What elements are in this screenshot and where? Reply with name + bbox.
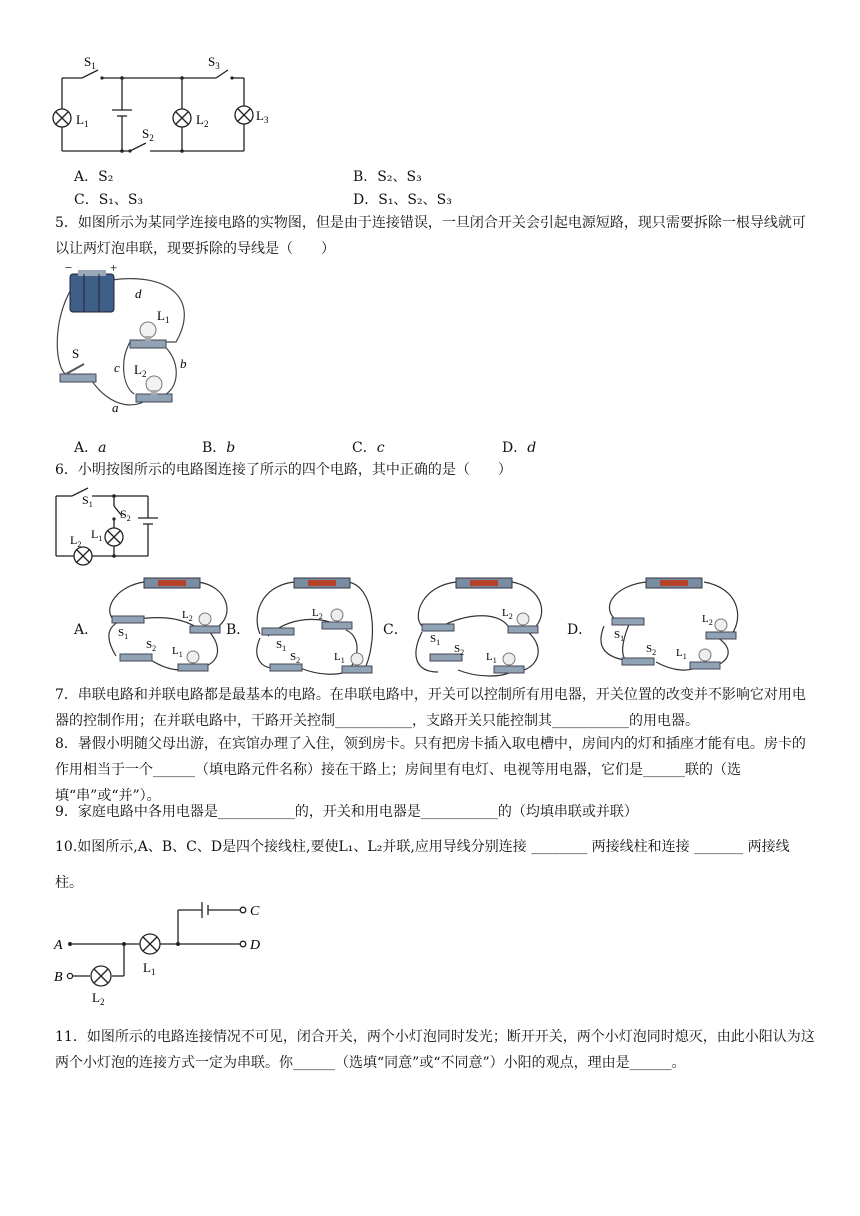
q6-option-a-circuit[interactable]: [98, 576, 240, 680]
q5-option-c[interactable]: C．c: [352, 440, 385, 456]
lamp-l2-icon: [136, 376, 172, 402]
q4-label-l3: $L_3$: [256, 108, 269, 125]
q5-label-b: b: [180, 356, 187, 371]
q10-label-a: A: [54, 938, 63, 953]
q6-label-s1: $S_1$: [82, 493, 93, 509]
svg-text:S2: $S_2$: [646, 643, 657, 657]
q6-option-d-circuit[interactable]: [594, 576, 748, 680]
q5-label-c: c: [114, 360, 120, 375]
q4-option-c[interactable]: C．S₁、S₃: [74, 192, 144, 208]
battery-icon: [70, 270, 114, 312]
q4-circuit-diagram: [48, 50, 288, 162]
q6-option-d[interactable]: D．: [567, 622, 593, 638]
svg-text:L1: $L_1$: [334, 651, 345, 665]
q6-circuit-diagram: [48, 484, 160, 570]
q10-label-d: D: [250, 938, 261, 953]
svg-text:S1: $S_1$: [276, 639, 287, 653]
q6-label-l1: $L_1$: [91, 527, 103, 543]
svg-text:S2: $S_2$: [454, 643, 465, 657]
q6-label-l2: $L_2$: [70, 533, 82, 549]
q5-label-d: d: [135, 286, 142, 301]
q4-option-b[interactable]: B．S₂、S₃: [353, 169, 422, 185]
svg-text:S1: $S_1$: [614, 629, 625, 643]
q5-label-l2: $L_2$: [134, 362, 147, 379]
q4-option-a[interactable]: A．S₂: [74, 169, 114, 185]
q5-label-s: S: [72, 346, 80, 361]
svg-text:L1: $L_1$: [172, 645, 183, 659]
q6-option-a[interactable]: A．: [74, 622, 99, 638]
svg-text:L2: $L_2$: [312, 607, 323, 621]
svg-text:S2: $S_2$: [146, 639, 157, 653]
svg-text:L2: $L_2$: [702, 613, 713, 627]
lamp-l1-icon: [130, 322, 166, 348]
q10-label-l1: $L_1$: [143, 960, 156, 977]
svg-text:L1: $L_1$: [676, 647, 687, 661]
q10-label-c: C: [250, 904, 260, 919]
q4-label-s2: $S_2$: [142, 126, 154, 143]
q4-label-s1: $S_1$: [84, 54, 96, 71]
svg-text:S1: $S_1$: [118, 627, 129, 641]
q7-question-text: 7．串联电路和并联电路都是最基本的电路。在串联电路中，开关可以控制所有用电器，开关位置的改变并不影响它对用电器的控制作用；在并联电路中，干路开关控制___________，支路开关只能控制其___________的用电器。: [55, 687, 806, 729]
q5-label-l1: $L_1$: [157, 308, 170, 325]
q6-question-text: 6．小明按图所示的电路图连接了所示的四个电路，其中正确的是（ ）: [55, 462, 512, 478]
svg-text:L2: $L_2$: [502, 607, 513, 621]
battery-plus-label: +: [110, 260, 118, 275]
q6-option-c[interactable]: C．: [383, 622, 408, 638]
q6-option-b-circuit[interactable]: [250, 576, 380, 680]
q10-circuit-diagram: [50, 892, 270, 1010]
q6-label-s2: $S_2$: [120, 507, 131, 523]
q5-physical-circuit: [50, 260, 220, 422]
q4-label-s3: $S_3$: [208, 54, 220, 71]
q6-option-c-circuit[interactable]: [408, 576, 554, 680]
q9-question-text: 9．家庭电路中各用电器是___________的，开关和用电器是___________的（均填串联或并联）: [55, 804, 638, 820]
battery-minus-label: −: [65, 260, 73, 275]
svg-text:L2: $L_2$: [182, 609, 193, 623]
q6-option-b[interactable]: B．: [226, 622, 251, 638]
q5-label-a: a: [112, 400, 119, 415]
q8-question-text: 8．暑假小明随父母出游，在宾馆办理了入住，领到房卡。只有把房卡插入取电槽中，房间内的灯和插座才能有电。房卡的作用相当于一个______（填电路元件名称）接在干路上；房间里有电灯、电视等用电器，它们是______联的（选填“串”或“并”）。: [55, 736, 806, 804]
svg-text:S2: $S_2$: [290, 651, 301, 665]
switch-icon: [60, 364, 96, 382]
svg-text:L1: $L_1$: [486, 651, 497, 665]
q5-option-d[interactable]: D．d: [502, 440, 537, 456]
q4-option-d[interactable]: D．S₁、S₂、S₃: [353, 192, 452, 208]
q10-question-text: 10.如图所示,A、B、C、D是四个接线柱,要使L₁、L₂并联,应用导线分别连接 ________ 两接线柱和连接 _______ 两接线柱。: [55, 839, 790, 891]
q4-label-l1: $L_1$: [76, 112, 89, 129]
q11-question-text: 11．如图所示的电路连接情况不可见，闭合开关，两个小灯泡同时发光；断开开关，两个小灯泡同时熄灭，由此小阳认为这两个小灯泡的连接方式一定为串联。你______（选填“同意”或“不同意”）小阳的观点，理由是______。: [55, 1029, 815, 1071]
svg-text:S1: $S_1$: [430, 633, 441, 647]
q10-label-b: B: [54, 970, 63, 985]
q10-label-l2: $L_2$: [92, 990, 105, 1007]
q5-option-b[interactable]: B．b: [202, 440, 236, 456]
q4-label-l2: $L_2$: [196, 112, 209, 129]
q5-question-text: 5．如图所示为某同学连接电路的实物图，但是由于连接错误，一旦闭合开关会引起电源短路，现只需要拆除一根导线就可以让两灯泡串联，现要拆除的导线是（ ）: [55, 215, 806, 257]
q5-option-a[interactable]: A．a: [74, 440, 107, 456]
